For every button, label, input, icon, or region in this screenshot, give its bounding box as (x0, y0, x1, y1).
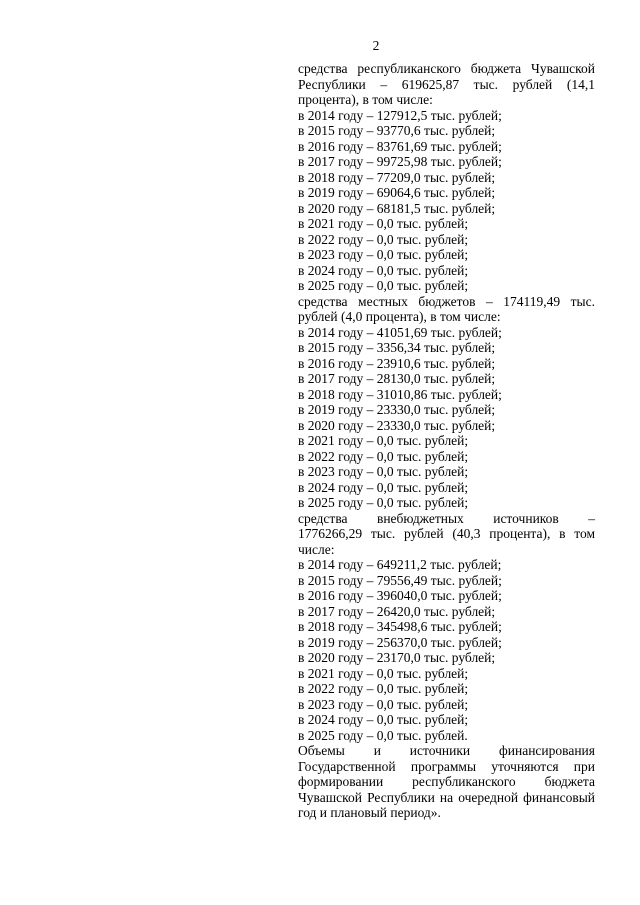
page-number: 2 (372, 38, 380, 53)
year-line: в 2025 году – 0,0 тыс. рублей. (298, 727, 468, 743)
year-line: в 2023 году – 0,0 тыс. рублей; (298, 464, 469, 479)
year-line: в 2019 году – 69064,6 тыс. рублей; (298, 185, 496, 200)
year-line: в 2018 году – 31010,86 тыс. рублей; (298, 386, 502, 402)
year-line: в 2017 году – 28130,0 тыс. рублей; (298, 371, 496, 386)
year-line: в 2020 году – 23330,0 тыс. рублей; (298, 417, 496, 433)
year-line: в 2015 году – 79556,49 тыс. рублей; (298, 572, 502, 588)
extrabudgetary-intro-rest: 1776266,29 тыс. рублей (40,3 процента), в том числе: (298, 526, 595, 557)
year-line: в 2016 году – 23910,6 тыс. рублей; (298, 355, 496, 371)
republican-budget-years (298, 108, 595, 294)
year-line: в 2024 году – 0,0 тыс. рублей; (298, 262, 469, 278)
year-line: в 2025 году – 0,0 тыс. рублей; (298, 278, 469, 293)
year-line: в 2024 году – 0,0 тыс. рублей; (298, 479, 469, 495)
year-line: в 2022 году – 0,0 тыс. рублей; (298, 448, 469, 464)
year-line: в 2021 году – 0,0 тыс. рублей; (298, 433, 469, 448)
intro-word: – (588, 510, 595, 526)
year-line: в 2014 году – 41051,69 тыс. рублей; (298, 324, 502, 340)
intro-word: источников (493, 510, 559, 526)
year-line: в 2019 году – 23330,0 тыс. рублей; (298, 402, 496, 417)
extrabudgetary-intro-first-line (298, 511, 595, 527)
year-line: в 2019 году – 256370,0 тыс. рублей; (298, 634, 502, 650)
intro-word: внебюджетных (376, 510, 464, 526)
republican-budget-intro: средства республиканского бюджета Чувашской Республики – 619625,87 тыс. рублей (14,1 процента), в том числе: (298, 61, 595, 107)
year-line: в 2022 году – 0,0 тыс. рублей; (298, 681, 469, 696)
year-line: в 2018 году – 77209,0 тыс. рублей; (298, 169, 496, 185)
year-line: в 2022 году – 0,0 тыс. рублей; (298, 231, 469, 247)
closing-paragraph: Объемы и источники финансирования Государственной программы уточняются при формировании республиканского бюджета Чувашской Республики на очередной финансовый год и плановый период». (298, 743, 595, 820)
year-line: в 2023 году – 0,0 тыс. рублей; (298, 696, 469, 712)
year-line: в 2018 году – 345498,6 тыс. рублей; (298, 619, 502, 634)
year-line: в 2017 году – 26420,0 тыс. рублей; (298, 603, 496, 619)
year-line: в 2014 году – 127912,5 тыс. рублей; (298, 107, 502, 123)
year-line: в 2014 году – 649211,2 тыс. рублей; (298, 557, 502, 572)
year-line: в 2023 году – 0,0 тыс. рублей; (298, 247, 469, 262)
year-line: в 2020 году – 23170,0 тыс. рублей; (298, 650, 496, 665)
year-line: в 2021 году – 0,0 тыс. рублей; (298, 216, 469, 231)
financing-text-column (298, 61, 595, 821)
year-line: в 2017 году – 99725,98 тыс. рублей; (298, 154, 502, 169)
year-line: в 2020 году – 68181,5 тыс. рублей; (298, 200, 496, 216)
local-budgets-intro: средства местных бюджетов – 174119,49 тыс. рублей (4,0 процента), в том числе: (298, 293, 595, 324)
local-budgets-years (298, 325, 595, 511)
year-line: в 2015 году – 93770,6 тыс. рублей; (298, 123, 496, 138)
year-line: в 2016 году – 396040,0 тыс. рублей; (298, 588, 502, 603)
year-line: в 2016 году – 83761,69 тыс. рублей; (298, 138, 502, 154)
year-line: в 2021 году – 0,0 тыс. рублей; (298, 665, 469, 681)
intro-word: средства (298, 510, 348, 526)
year-line: в 2025 году – 0,0 тыс. рублей; (298, 495, 469, 510)
extrabudgetary-years (298, 557, 595, 743)
year-line: в 2024 году – 0,0 тыс. рублей; (298, 712, 469, 727)
year-line: в 2015 году – 3356,34 тыс. рублей; (298, 340, 496, 355)
